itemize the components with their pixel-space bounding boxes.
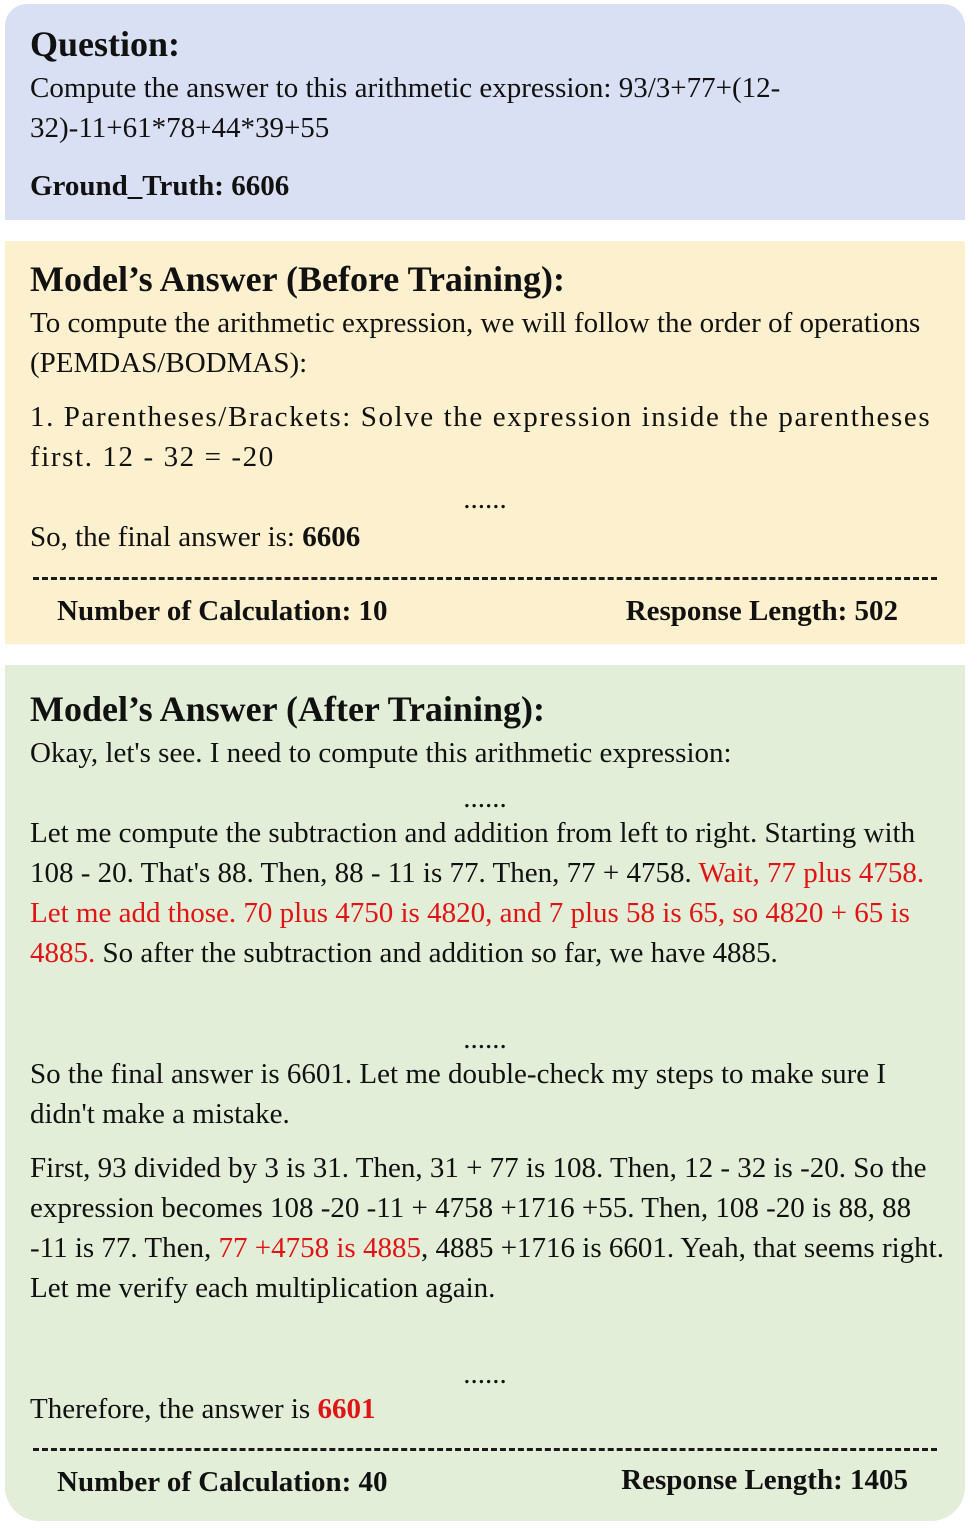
before-final-value: 6606 <box>302 521 361 553</box>
after-paragraph-3: So the final answer is 6601. Let me double-check my steps to make sure I didn't make a mistake. <box>30 1058 887 1130</box>
after-p4-text-b: , 4885 +1716 is 6601. Yeah, that seems right. Let me verify each multiplication again. <box>30 1232 944 1304</box>
after-resp-len-value: 1405 <box>850 1464 908 1496</box>
after-divider <box>33 1448 937 1451</box>
after-paragraph-2 <box>30 813 945 973</box>
after-p2-highlight: Wait, 77 plus 4758. Let me add those. 70 plus 4750 is 4820, and 7 plus 58 is 65, so 4820 + 65 is 4885. <box>30 857 925 969</box>
after-intro: Okay, let's see. I need to compute this arithmetic expression: <box>30 737 732 769</box>
before-step1: 1. Parentheses/Brackets: Solve the expression inside the parentheses first. 12 - 32 = -20 <box>30 401 932 473</box>
after-num-calc-value: 40 <box>358 1466 388 1498</box>
after-num-calc <box>57 1465 388 1499</box>
ground-truth <box>30 166 945 206</box>
before-resp-len-label: Response Length: <box>625 595 848 627</box>
before-num-calc-label: Number of Calculation: <box>57 595 352 627</box>
before-intro: To compute the arithmetic expression, we will follow the order of operations (PEMDAS/BODMAS): <box>30 307 921 379</box>
question-title: Question: <box>30 24 181 64</box>
before-num-calc <box>57 594 388 628</box>
after-ellipsis-1: ...... <box>463 782 507 814</box>
ground-truth-label: Ground_Truth: <box>30 170 224 202</box>
question-prompt: Compute the answer to this arithmetic expression: 93/3+77+(12-32)-11+61*78+44*39+55 <box>30 72 781 144</box>
after-resp-len-label: Response Length: <box>621 1464 843 1496</box>
after-training-panel <box>5 665 965 1521</box>
after-paragraph-4 <box>30 1148 945 1308</box>
before-ellipsis: ...... <box>463 483 507 515</box>
after-num-calc-label: Number of Calculation: <box>57 1466 352 1498</box>
after-final <box>30 1389 945 1429</box>
after-ellipsis-2: ...... <box>463 1023 507 1055</box>
before-training-panel <box>5 241 965 644</box>
after-p2-text-b: So after the subtraction and addition so far, we have 4885. <box>102 937 778 969</box>
before-num-calc-value: 10 <box>358 595 388 627</box>
after-final-prefix: Therefore, the answer is <box>30 1393 311 1425</box>
after-title: Model’s Answer (After Training): <box>30 689 545 729</box>
after-p2-text-a: Let me compute the subtraction and addition from left to right. Starting with 108 - 20. That's 88. Then, 88 - 11 is 77. Then, 77 + 4758. <box>30 817 916 889</box>
after-p4-text-a: First, 93 divided by 3 is 31. Then, 31 + 77 is 108. Then, 12 - 32 is -20. So the expression becomes 108 -20 -11 + 4758 +1716 +55. Then, 108 -20 is 88, 88 -11 is 77. Then, <box>30 1152 927 1264</box>
after-resp-len <box>621 1463 908 1497</box>
before-title: Model’s Answer (Before Training): <box>30 259 565 299</box>
before-resp-len <box>626 594 898 628</box>
question-panel <box>5 4 965 220</box>
before-divider <box>33 577 937 580</box>
after-final-value: 6601 <box>317 1393 376 1425</box>
before-resp-len-value: 502 <box>854 595 898 627</box>
after-ellipsis-3: ...... <box>463 1358 507 1390</box>
before-final <box>30 517 945 557</box>
before-final-prefix: So, the final answer is: <box>30 521 295 553</box>
after-p4-highlight: 77 +4758 is 4885 <box>218 1232 421 1264</box>
ground-truth-value: 6606 <box>231 170 290 202</box>
